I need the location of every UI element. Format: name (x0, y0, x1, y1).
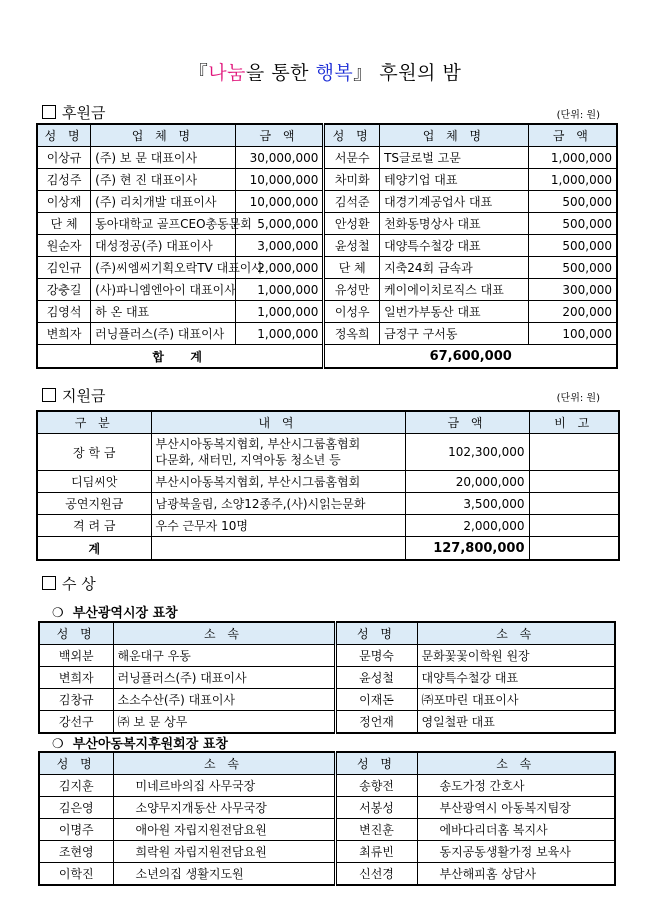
affiliation: ㈜포마린 대표이사 (417, 689, 615, 711)
affiliation: 영일철판 대표 (417, 711, 615, 734)
company: (주) 리치개발 대표이사 (91, 191, 235, 213)
company: (주) 현 진 대표이사 (91, 169, 235, 191)
recipient-name: 변희자 (39, 667, 113, 689)
affiliation: 동지공동생활가정 보육사 (417, 841, 615, 863)
column-header: 소 속 (417, 752, 615, 775)
column-header: 소 속 (113, 622, 335, 645)
amount: 1,000,000 (528, 147, 617, 169)
donor-name: 김성주 (37, 169, 91, 191)
company: 지축24회 금속과 (380, 257, 529, 279)
details-line: 다문화, 새터민, 지역아동 청소년 등 (155, 453, 341, 467)
column-header: 성 명 (335, 752, 417, 775)
recipient-name: 신선경 (335, 863, 417, 886)
empty-cell (529, 537, 619, 561)
table-row (37, 213, 617, 235)
company: 천화동명상사 대표 (380, 213, 529, 235)
recipient-name: 강선구 (39, 711, 113, 734)
affiliation: 문화꽃꽃이학원 원장 (417, 645, 615, 667)
table-row (39, 667, 615, 689)
award-welfare-table (38, 751, 616, 886)
amount: 100,000 (528, 323, 617, 345)
column-header: 성 명 (39, 752, 113, 775)
company: TS글로벌 고문 (380, 147, 529, 169)
amount: 300,000 (528, 279, 617, 301)
recipient-name: 정언재 (335, 711, 417, 734)
unit-label: (단위: 원) (556, 110, 600, 121)
total-value: 67,600,000 (324, 345, 617, 369)
affiliation: 애아원 자립지원전담요원 (113, 819, 335, 841)
affiliation: 해운대구 우동 (113, 645, 335, 667)
column-header: 금 액 (405, 411, 529, 434)
column-header: 소 속 (417, 622, 615, 645)
total-row (37, 537, 619, 561)
company: 동아대학교 골프CEO총동문회 (91, 213, 235, 235)
amount: 20,000,000 (405, 471, 529, 493)
donor-name: 안성환 (324, 213, 380, 235)
table-row (39, 797, 615, 819)
column-header: 내 역 (151, 411, 405, 434)
company: 대양특수철강 대표 (380, 235, 529, 257)
amount: 1,000,000 (235, 279, 324, 301)
donor-name: 이상재 (37, 191, 91, 213)
column-header: 금 액 (528, 124, 617, 147)
company: 하 온 대표 (91, 301, 235, 323)
donor-name: 강충길 (37, 279, 91, 301)
total-label: 계 (37, 537, 151, 561)
table-row (39, 841, 615, 863)
column-header: 성 명 (335, 622, 417, 645)
column-header: 성 명 (324, 124, 380, 147)
category: 장 학 금 (37, 434, 151, 471)
recipient-name: 최류빈 (335, 841, 417, 863)
recipient-name: 이재돈 (335, 689, 417, 711)
recipient-name: 백외분 (39, 645, 113, 667)
affiliation: 송도가정 간호사 (417, 775, 615, 797)
column-header: 비 고 (529, 411, 619, 434)
note (529, 515, 619, 537)
affiliation: 부산광역시 아동복지팀장 (417, 797, 615, 819)
donor-name: 변희자 (37, 323, 91, 345)
checkbox-square-icon (42, 388, 56, 402)
amount: 1,000,000 (528, 169, 617, 191)
donation-table (36, 123, 618, 369)
donor-name: 서문수 (324, 147, 380, 169)
amount: 30,000,000 (235, 147, 324, 169)
table-row (37, 191, 617, 213)
checkbox-square-icon (42, 105, 56, 119)
amount: 500,000 (528, 191, 617, 213)
table-row (39, 645, 615, 667)
details-line: 우수 근무자 10명 (155, 519, 248, 533)
details-line: 남광북울림, 소양12종주,(사)시읽는문화 (155, 497, 366, 511)
amount: 1,000,000 (235, 301, 324, 323)
recipient-name: 김창규 (39, 689, 113, 711)
company: 러닝플러스(주) 대표이사 (91, 323, 235, 345)
company: 대경기계공업사 대표 (380, 191, 529, 213)
details (151, 493, 405, 515)
category: 공연지원금 (37, 493, 151, 515)
total-label: 합 계 (37, 345, 324, 369)
affiliation: ㈜ 보 문 상무 (113, 711, 335, 734)
amount: 500,000 (528, 213, 617, 235)
category: 격 려 금 (37, 515, 151, 537)
award-busan-table (38, 621, 616, 734)
details-line: 부산시아동복지협회, 부산시그룹홈협회 (155, 475, 361, 489)
column-header: 성 명 (37, 124, 91, 147)
support-table (36, 410, 620, 561)
company: 금정구 구서동 (380, 323, 529, 345)
page-title: 『나눔을 통한 행복』 후원의 밤 (188, 62, 462, 84)
section-heading-support: 지원금 (42, 385, 105, 406)
table-row (37, 279, 617, 301)
unit-label: (단위: 원) (556, 393, 600, 404)
recipient-name: 김은영 (39, 797, 113, 819)
affiliation: 소년의집 생활지도원 (113, 863, 335, 886)
note (529, 434, 619, 471)
table-row (39, 711, 615, 734)
column-header: 금 액 (235, 124, 324, 147)
affiliation: 희락원 자립지원전담요원 (113, 841, 335, 863)
recipient-name: 이명주 (39, 819, 113, 841)
recipient-name: 조현영 (39, 841, 113, 863)
table-row (37, 493, 619, 515)
donor-name: 차미화 (324, 169, 380, 191)
details (151, 471, 405, 493)
table-row (37, 235, 617, 257)
column-header: 소 속 (113, 752, 335, 775)
checkbox-square-icon (42, 576, 56, 590)
note (529, 493, 619, 515)
donor-name: 김석준 (324, 191, 380, 213)
amount: 500,000 (528, 235, 617, 257)
company: 테양기업 대표 (380, 169, 529, 191)
table-row (37, 147, 617, 169)
table-row (37, 301, 617, 323)
note (529, 471, 619, 493)
table-row (39, 819, 615, 841)
recipient-name: 변진훈 (335, 819, 417, 841)
empty-cell (151, 537, 405, 561)
donor-name: 원순자 (37, 235, 91, 257)
section-heading-donation: 후원금 (42, 102, 105, 123)
recipient-name: 서봉성 (335, 797, 417, 819)
column-header: 구 분 (37, 411, 151, 434)
donor-name: 윤성철 (324, 235, 380, 257)
table-row (37, 169, 617, 191)
donor-name: 이성우 (324, 301, 380, 323)
donor-name: 김영석 (37, 301, 91, 323)
company: 대성정공(주) 대표이사 (91, 235, 235, 257)
amount: 102,300,000 (405, 434, 529, 471)
amount: 2,000,000 (405, 515, 529, 537)
table-row (37, 434, 619, 471)
affiliation: 소양무지개동산 사무국장 (113, 797, 335, 819)
table-row (37, 515, 619, 537)
table-row (37, 323, 617, 345)
donor-name: 단 체 (37, 213, 91, 235)
donor-name: 유성만 (324, 279, 380, 301)
affiliation: 부산해피홈 상담사 (417, 863, 615, 886)
details-line: 부산시아동복지협회, 부산시그룹홈협회 (155, 437, 361, 451)
column-header: 성 명 (39, 622, 113, 645)
affiliation: 소소수산(주) 대표이사 (113, 689, 335, 711)
table-row (37, 471, 619, 493)
company: (사)파니엠엔아이 대표이사 (91, 279, 235, 301)
table-row (39, 775, 615, 797)
category: 디딤씨앗 (37, 471, 151, 493)
recipient-name: 윤성철 (335, 667, 417, 689)
amount: 5,000,000 (235, 213, 324, 235)
donor-name: 정옥희 (324, 323, 380, 345)
amount: 200,000 (528, 301, 617, 323)
column-header: 업 체 명 (380, 124, 529, 147)
affiliation: 미네르바의집 사무국장 (113, 775, 335, 797)
company: 일번가부동산 대표 (380, 301, 529, 323)
recipient-name: 송향전 (335, 775, 417, 797)
affiliation: 러닝플러스(주) 대표이사 (113, 667, 335, 689)
company: 케이에이치로직스 대표 (380, 279, 529, 301)
amount: 1,000,000 (235, 323, 324, 345)
affiliation: 에바다리더홈 복지사 (417, 819, 615, 841)
subheading-busan-mayor: ❍ 부산광역시장 표창 (52, 606, 178, 621)
amount: 3,000,000 (235, 235, 324, 257)
column-header: 업 체 명 (91, 124, 235, 147)
table-row (39, 863, 615, 886)
affiliation: 대양특수철강 대표 (417, 667, 615, 689)
details (151, 515, 405, 537)
table-row (37, 257, 617, 279)
table-row (39, 689, 615, 711)
amount: 2,000,000 (235, 257, 324, 279)
amount: 500,000 (528, 257, 617, 279)
donor-name: 이상규 (37, 147, 91, 169)
amount: 3,500,000 (405, 493, 529, 515)
recipient-name: 김지훈 (39, 775, 113, 797)
amount: 10,000,000 (235, 191, 324, 213)
total-row (37, 345, 617, 369)
donor-name: 김인규 (37, 257, 91, 279)
amount: 10,000,000 (235, 169, 324, 191)
recipient-name: 문명숙 (335, 645, 417, 667)
details (151, 434, 405, 471)
company: (주)씨엠씨기획오락TV 대표이사 (91, 257, 235, 279)
total-value: 127,800,000 (405, 537, 529, 561)
company: (주) 보 문 대표이사 (91, 147, 235, 169)
section-heading-awards: 수 상 (42, 573, 96, 594)
recipient-name: 이학진 (39, 863, 113, 886)
donor-name: 단 체 (324, 257, 380, 279)
subheading-welfare-chair: ❍ 부산아동복지후원회장 표창 (52, 737, 228, 752)
